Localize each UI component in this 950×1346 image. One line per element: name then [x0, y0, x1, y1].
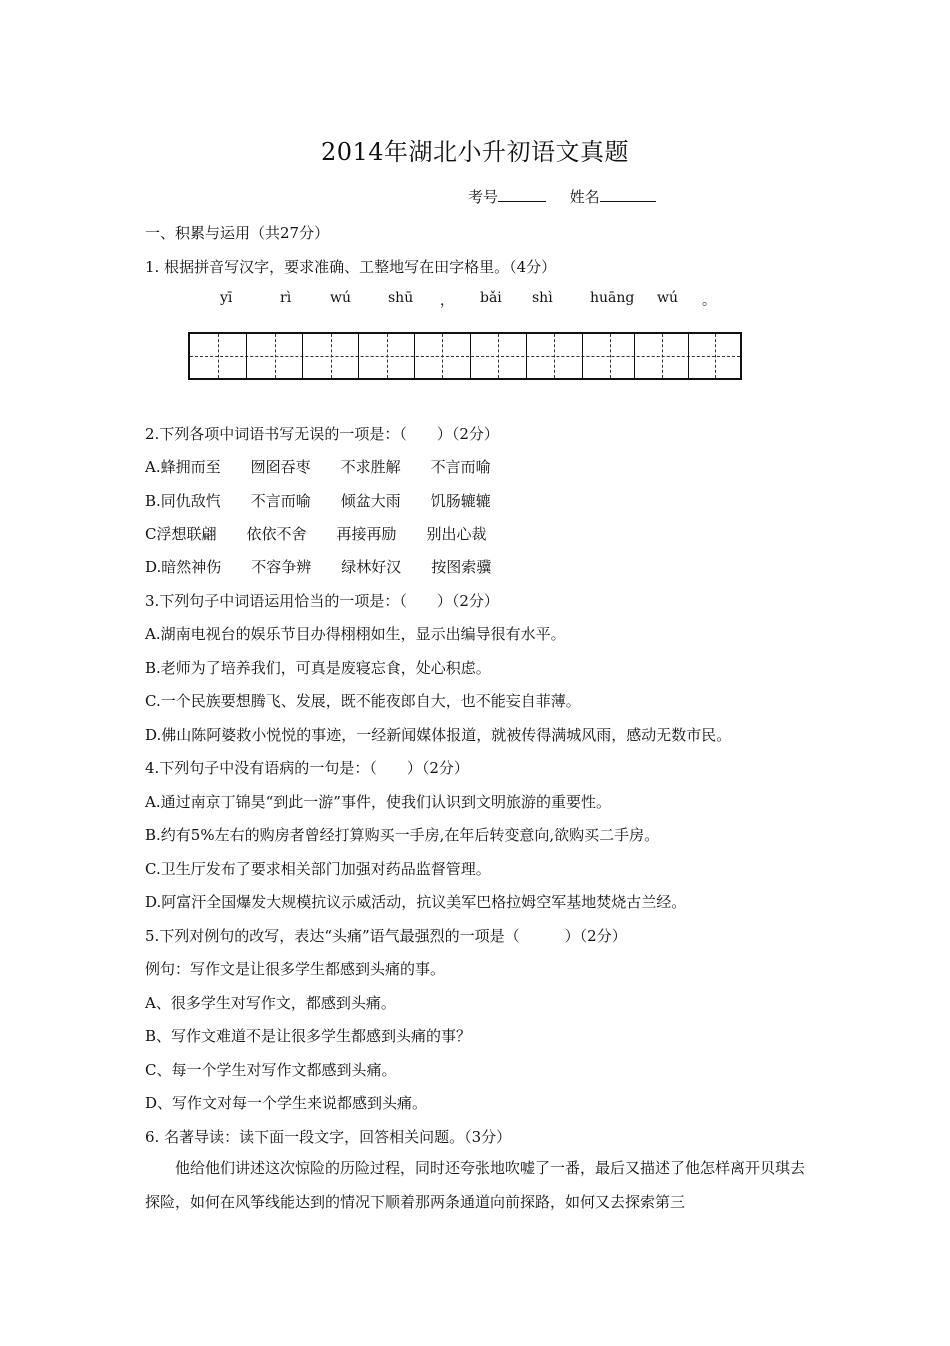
question-4: 4.下列句子中没有语病的一句是：（ ）（2分） — [145, 759, 469, 777]
option: B、写作文难道不是让很多学生都感到头痛的事？ — [145, 1027, 472, 1045]
exam-number-blank — [498, 187, 546, 202]
page-title: 2014年湖北小升初语文真题 — [320, 138, 630, 166]
option: D.暗然神伤 不容争辨 绿林好汉 按图索骥 — [145, 558, 492, 576]
option: C.卫生厅发布了要求相关部门加强对药品监督管理。 — [145, 860, 491, 878]
example-sentence: 例句：写作文是让很多学生都感到头痛的事。 — [145, 960, 446, 978]
question-5: 5.下列对例句的改写，表达“头痛”语气最强烈的一项是（ ）（2分） — [145, 927, 627, 945]
question-1: 1. 根据拼音写汉字，要求准确、工整地写在田字格里。（4分） — [145, 258, 557, 276]
pinyin-syllable: wú — [330, 290, 351, 306]
pinyin-syllable: bǎi — [480, 290, 502, 306]
option: A.蜂拥而至 囫囵吞枣 不求胜解 不言而喻 — [145, 458, 491, 476]
option: D.阿富汗全国爆发大规模抗议示威活动，抗议美军巴格拉姆空军基地焚烧古兰经。 — [145, 893, 687, 911]
option: B.约有5%左右的购房者曾经打算购买一手房,在年后转变意向,欲购买二手房。 — [145, 826, 660, 844]
option: B.同仇敌忾 不言而喻 倾盆大雨 饥肠辘辘 — [145, 492, 491, 510]
option: D.佛山陈阿婆救小悦悦的事迹，一经新闻媒体报道，就被传得满城风雨，感动无数市民。 — [145, 726, 732, 744]
pinyin-syllable: huāng — [590, 290, 635, 306]
option: B.老师为了培养我们，可真是废寝忘食，处心积虑。 — [145, 659, 491, 677]
writing-grid — [188, 332, 742, 380]
exam-number-label: 考号 — [468, 188, 499, 206]
pinyin-syllable: rì — [280, 290, 292, 306]
section-heading: 一、积累与运用（共27分） — [145, 224, 330, 242]
name-blank — [600, 187, 656, 202]
pinyin-syllable: yī — [220, 290, 233, 306]
question-6: 6. 名著导读：读下面一段文字，回答相关问题。（3分） — [145, 1128, 512, 1146]
pinyin-syllable: ， — [440, 293, 454, 309]
option: D、写作文对每一个学生来说都感到头痛。 — [145, 1094, 428, 1112]
option: A.湖南电视台的娱乐节目办得栩栩如生，显示出编导很有水平。 — [145, 625, 566, 643]
option: C浮想联翩 依依不舍 再接再励 别出心裁 — [145, 525, 487, 543]
pinyin-syllable: wú — [657, 290, 678, 306]
exam-info — [468, 186, 656, 207]
pinyin-syllable: shū — [388, 290, 414, 306]
name-label: 姓名 — [569, 188, 600, 206]
pinyin-syllable: shì — [532, 290, 553, 306]
option: C、每一个学生对写作文都感到头痛。 — [145, 1061, 397, 1079]
pinyin-syllable: 。 — [702, 293, 716, 309]
reading-passage: 他给他们讲述这次惊险的历险过程，同时还夸张地吹嘘了一番，最后又描述了他怎样离开贝琪去探险，如何在风筝线能达到的情况下顺着那两条通道向前探路，如何又去探索第三 — [145, 1159, 806, 1211]
question-2: 2.下列各项中词语书写无误的一项是：（ ）（2分） — [145, 425, 499, 443]
grid-midline — [190, 356, 740, 357]
option: A、很多学生对写作文，都感到头痛。 — [145, 994, 396, 1012]
option: C.一个民族要想腾飞、发展，既不能夜郎自大，也不能妄自菲薄。 — [145, 692, 581, 710]
question-3: 3.下列句子中词语运用恰当的一项是：（ ）（2分） — [145, 592, 499, 610]
option: A.通过南京丁锦昊“到此一游”事件，使我们认识到文明旅游的重要性。 — [145, 793, 611, 811]
